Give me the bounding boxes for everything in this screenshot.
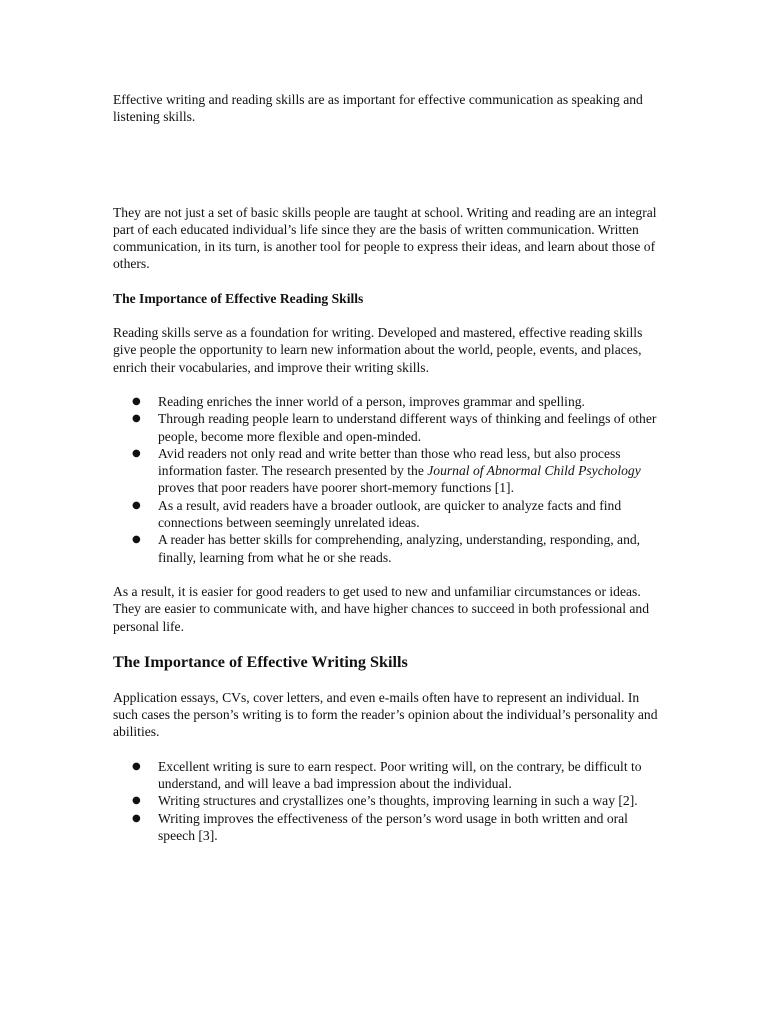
bullet-icon: ● — [132, 499, 141, 511]
bullet-icon: ● — [132, 812, 141, 824]
writing-benefits-list — [113, 758, 658, 844]
reading-benefits-list — [113, 393, 658, 566]
reading-conclusion-paragraph: As a result, it is easier for good readers to get used to new and unfamiliar circumstances or ideas. They are easier to communicate with, and have higher chances to succeed in both professional and personal life. — [113, 583, 649, 634]
writing-intro-paragraph: Application essays, CVs, cover letters, and even e-mails often have to represent an individual. In such cases the person’s writing is to form the reader’s opinion about the individual’s personality and abilities. — [113, 689, 658, 740]
list-item-text-after: proves that poor readers have poorer short-memory functions [1]. — [158, 480, 514, 496]
list-item-text: Writing structures and crystallizes one’s thoughts, improving learning in such a way [2]. — [158, 793, 638, 809]
list-item — [113, 497, 658, 532]
list-item-text: As a result, avid readers have a broader outlook, are quicker to analyze facts and find connections between seemingly unrelated ideas. — [158, 497, 622, 531]
list-item — [113, 410, 658, 445]
bullet-icon: ● — [132, 795, 141, 807]
reading-intro-paragraph: Reading skills serve as a foundation for writing. Developed and mastered, effective reading skills give people the opportunity to learn new information about the world, people, events, and places, enrich their vocabularies, and improve their writing skills. — [113, 325, 643, 375]
list-item-text — [158, 446, 641, 496]
list-item-text: Excellent writing is sure to earn respect. Poor writing will, on the contrary, be difficult to understand, and will leave a bad impression about the individual. — [158, 758, 642, 792]
list-item-text: Through reading people learn to understand different ways of thinking and feelings of other people, become more flexible and open-minded. — [158, 411, 657, 444]
list-item — [113, 792, 658, 809]
list-item-text: A reader has better skills for comprehending, analyzing, understanding, responding, and, finally, learning from what he or she reads. — [158, 532, 641, 565]
list-item-text-before: Avid readers not only read and write better than those who read less, but also process information faster. The research presented by the — [158, 445, 621, 479]
list-item — [113, 393, 658, 410]
bullet-icon: ● — [132, 534, 141, 546]
bullet-icon: ● — [132, 395, 141, 407]
bullet-icon: ● — [132, 413, 141, 425]
bullet-icon: ● — [132, 447, 141, 459]
list-item — [113, 531, 658, 566]
list-item — [113, 758, 658, 793]
list-item — [113, 445, 658, 497]
journal-title: Journal of Abnormal Child Psychology — [427, 463, 641, 479]
list-item-text: Writing improves the effectiveness of the person’s word usage in both written and oral speech [3]. — [158, 810, 628, 843]
basis-paragraph: They are not just a set of basic skills people are taught at school. Writing and reading are an integral part of each educated individual’s life since they are the basis of written communication. Written communication, in its turn, is another tool for people to express their ideas, and learn about those of others. — [113, 204, 657, 272]
writing-skills-heading: The Importance of Effective Writing Skills — [113, 652, 408, 671]
document-page — [113, 91, 658, 844]
list-item-text: Reading enriches the inner world of a person, improves grammar and spelling. — [158, 393, 585, 409]
reading-skills-heading: The Importance of Effective Reading Skills — [113, 290, 364, 306]
bullet-icon: ● — [132, 760, 141, 772]
intro-paragraph: Effective writing and reading skills are as important for effective communication as speaking and listening skills. — [113, 92, 643, 125]
list-item — [113, 810, 658, 845]
